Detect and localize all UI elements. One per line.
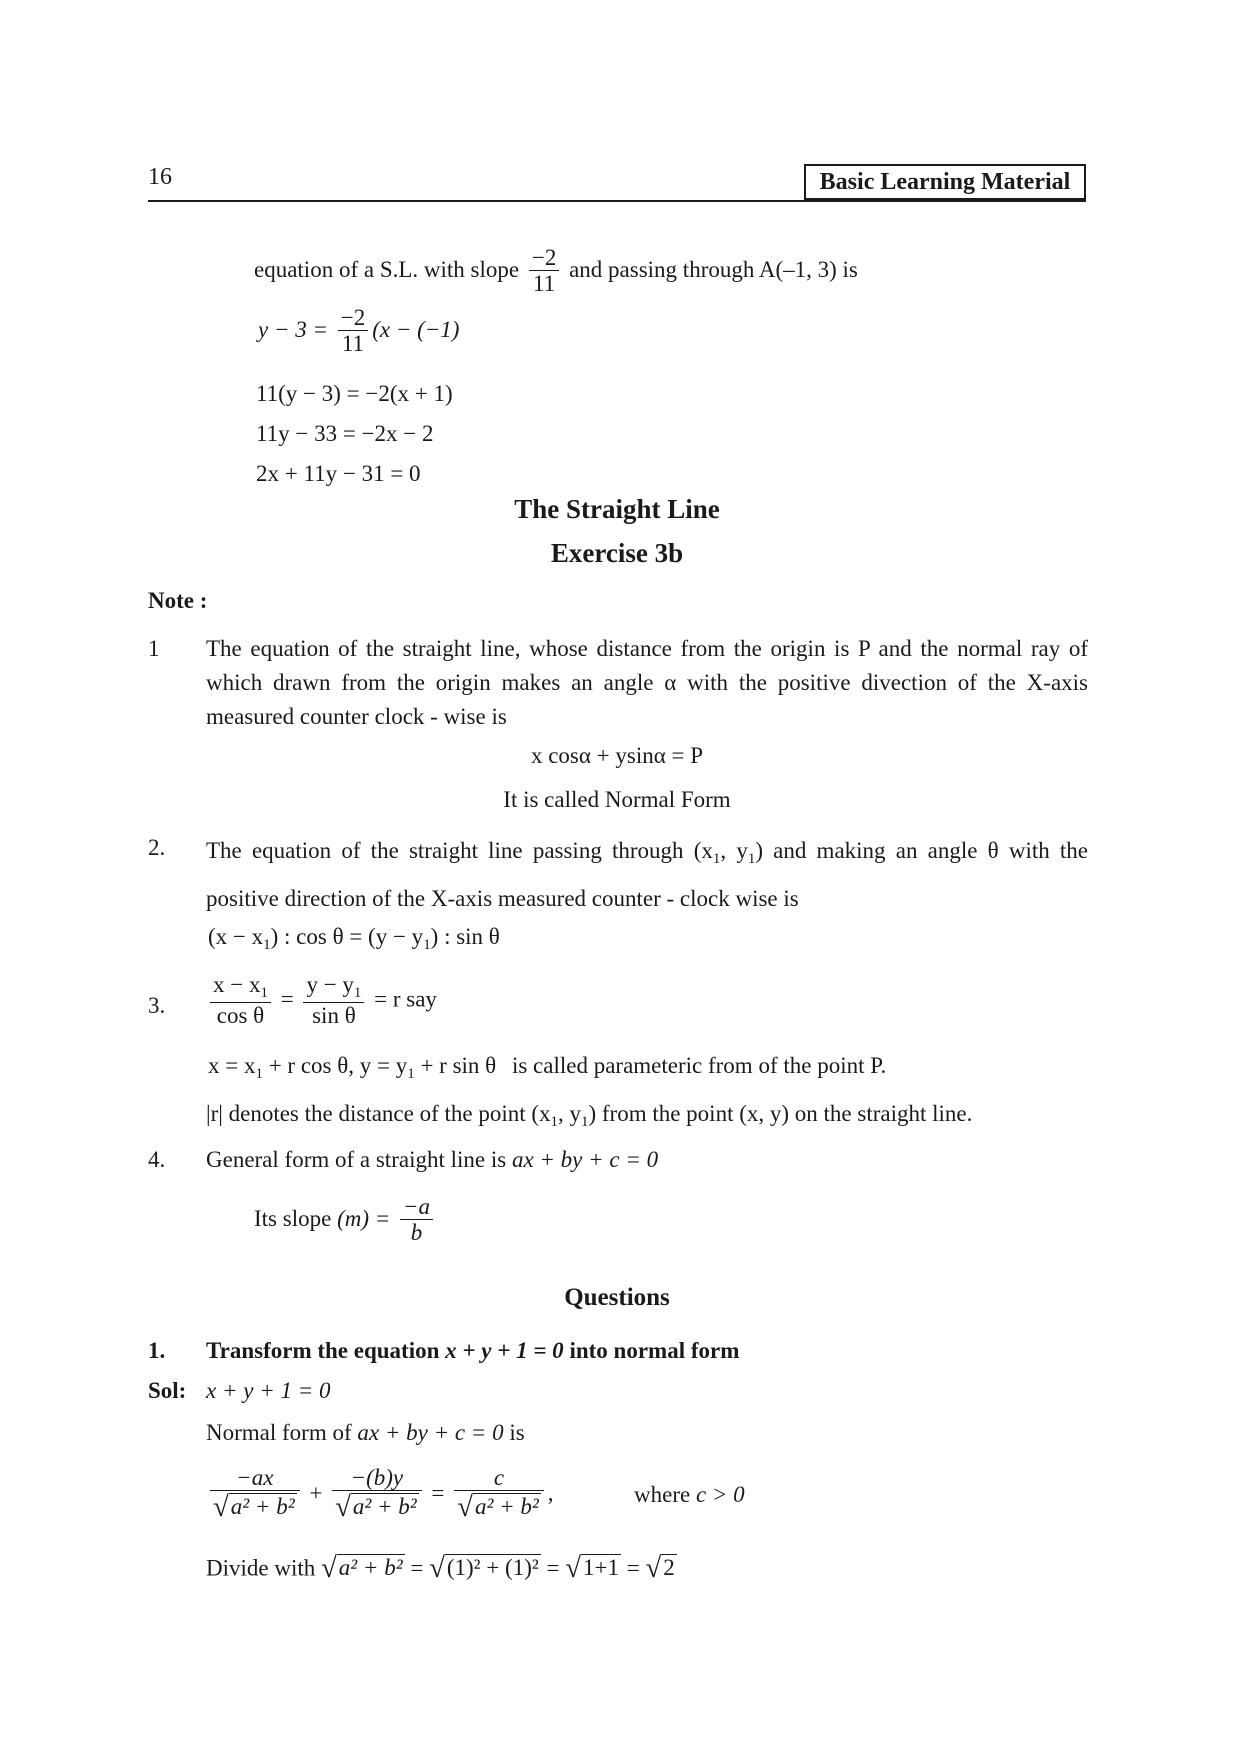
- note-3-formula: $\frac{x - x_1}{\text{cos θ}}$ = $\frac{y - y_1}{\text{sin θ}}$ = r say: [206, 973, 437, 1029]
- step-3: 11y − 33 = −2x − 2: [256, 421, 434, 446]
- step-2: 11(y − 3) = −2(x + 1): [256, 381, 453, 406]
- exercise-title: Exercise 3b: [550, 538, 684, 568]
- note-2-formula: $(x - x_1)$ : $\cos \theta = (y - y_1)$ : sin θ: [208, 924, 500, 954]
- note-heading: Note :: [148, 588, 208, 613]
- note-3-number: 3.: [148, 993, 166, 1018]
- intro-line: [254, 246, 858, 298]
- book-title-box: Basic Learning Material: [804, 164, 1086, 200]
- step-1: y − 3 = $\frac{-2}{11}$ (x − (−1): [258, 305, 460, 357]
- where-condition: where c > 0: [634, 1482, 745, 1507]
- questions-heading: Questions: [564, 1284, 670, 1311]
- note-2-text: The equation of the straight line passing through ($x_1$, $y_1$) and making an angle θ with the positive direction of the X-axis measured counter - clock wise is: [206, 838, 1089, 912]
- normal-form-caption: It is called Normal Form: [503, 787, 731, 812]
- normal-form-statement: Normal form of ax + by + c = 0 is: [206, 1420, 525, 1445]
- page-number: 16: [148, 164, 172, 190]
- solution-label: Sol:: [148, 1378, 187, 1403]
- slope-fraction: $\frac{-2}{11}$: [529, 246, 559, 298]
- note-4-number: 4.: [148, 1147, 166, 1172]
- question-1-number: 1.: [148, 1338, 166, 1363]
- question-1-title: Transform the equation x + y + 1 = 0 into normal form: [206, 1338, 740, 1363]
- parametric-form: $x = x_1 + r$ cos θ, $y = y_1 + r$ sin θ is called parameteric from of the point P.: [208, 1053, 887, 1083]
- note-2-number: 2.: [148, 835, 166, 860]
- distance-note: |r| denotes the distance of the point ($x_1$, $y_1$) from the point (x, y) on the straight line.: [206, 1101, 973, 1131]
- intro-text-before: equation of a S.L. with slope: [254, 257, 520, 283]
- slope-formula: Its slope (m) = $\frac{-a}{b}$: [254, 1195, 437, 1247]
- note-1-text: The equation of the straight line, whose distance from the origin is P and the normal ray of which drawn from the origin makes an angle α with the positive divection of the X-axis measured counter clock - wise is: [206, 636, 1088, 729]
- intro-text-after: and passing through A(–1, 3) is: [569, 257, 858, 283]
- step-4: 2x + 11y − 31 = 0: [256, 461, 421, 486]
- normal-form-formula: x cosα + ysinα = P: [530, 743, 704, 768]
- normal-form-fractions: $\frac{-ax}{\text{√a² + b²}}$ + $\frac{-(b)y}{\text{√a² + b²}}$ = $\frac{c}{\text{√a² + b²}}$ ,: [206, 1466, 554, 1524]
- section-title: The Straight Line: [514, 494, 720, 524]
- header-rule: [148, 200, 1086, 202]
- solution-equation: x + y + 1 = 0: [206, 1378, 331, 1403]
- divide-statement: Divide with √a² + b² = √(1)² + (1)² = √1+1 = √2: [206, 1552, 675, 1584]
- note-4-text: General form of a straight line is ax + by + c = 0: [206, 1147, 659, 1172]
- note-1-number: 1: [148, 636, 160, 661]
